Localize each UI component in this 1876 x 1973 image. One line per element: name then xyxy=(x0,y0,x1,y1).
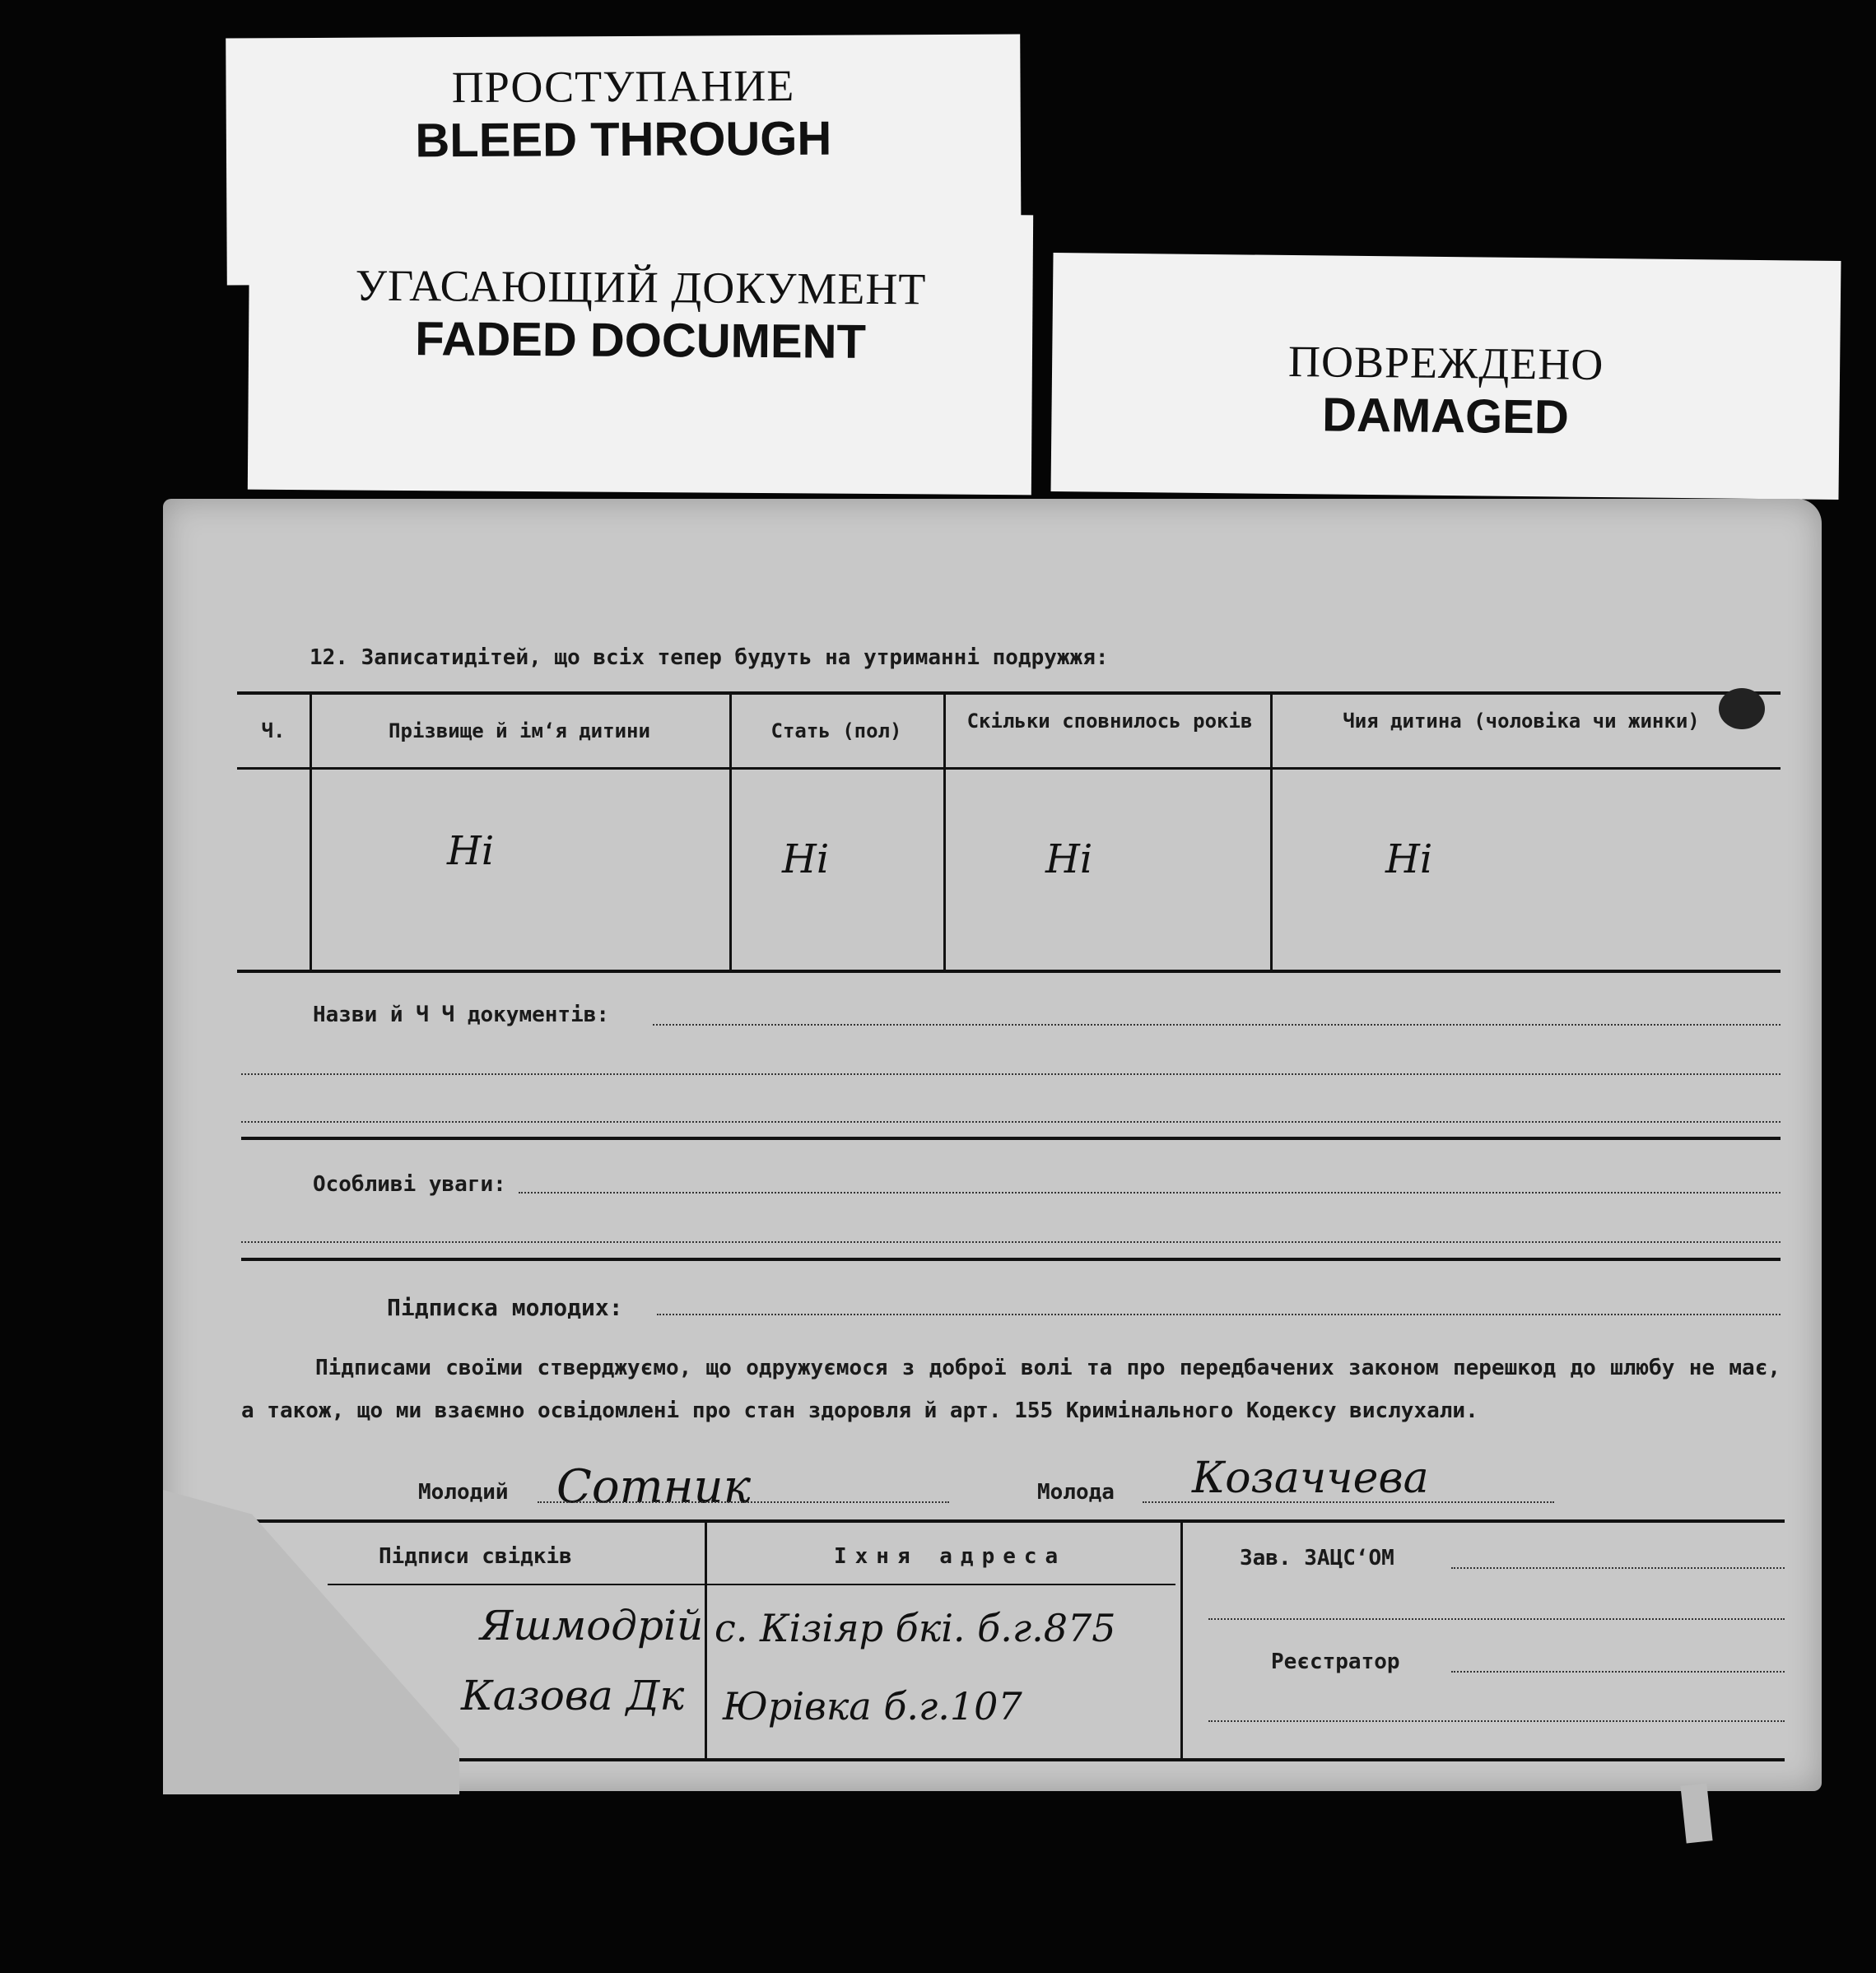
header-child-name: Прізвище й ім‘я дитини xyxy=(389,719,650,742)
table-top-rule xyxy=(237,691,1781,695)
bottom-table-bottom-rule xyxy=(241,1758,1785,1761)
entry-child-name: Ні xyxy=(447,828,495,874)
damaged-en-text: DAMAGED xyxy=(1321,388,1570,444)
address-2: Юрівка б.г.107 xyxy=(723,1684,1022,1729)
faded-document-en-text: FADED DOCUMENT xyxy=(414,312,867,369)
faded-document-label-card xyxy=(248,210,1033,496)
address-1: с. Кізіяр бкі. б.г.875 xyxy=(715,1606,1116,1650)
header-whose-child: Чия дитина (чоловіка чи жинки) xyxy=(1343,710,1700,733)
document-sheet xyxy=(163,499,1822,1791)
signature-heading: Підписка молодих: xyxy=(387,1294,623,1321)
binding-tab xyxy=(1680,1784,1712,1844)
groom-label: Молодий xyxy=(418,1480,509,1505)
section-12-title: 12. Записатидітей, що всіх тепер будуть на утриманні подружжя: xyxy=(310,645,1109,670)
damaged-label-card xyxy=(1051,253,1841,500)
signature-line xyxy=(657,1314,1781,1315)
witnesses-header: Підписи свідків xyxy=(379,1544,572,1569)
bottom-table-top-rule xyxy=(241,1519,1785,1523)
remarks-label: Особливі уваги: xyxy=(313,1172,506,1197)
faded-document-ru-text: УГАСАЮЩИЙ ДОКУМЕНТ xyxy=(355,260,927,314)
address-header: Іхня адреса xyxy=(834,1544,1067,1569)
entry-sex: Ні xyxy=(782,836,830,882)
bride-signature: Козаччева xyxy=(1192,1454,1429,1503)
bride-label: Молода xyxy=(1037,1480,1115,1505)
declaration-text: Підписами своїми стверджуємо, що одружуємося з доброї волі та про передбачених законом перешкод до шлюбу не має, а також, що ми взаємно освідомлені про стан здоровля й арт. 155 Кримінального Кодексу вислухали. xyxy=(241,1356,1781,1423)
head-line xyxy=(1451,1567,1785,1569)
bottom-table-header-rule xyxy=(328,1584,1175,1585)
documents-rule xyxy=(241,1137,1781,1140)
header-sex: Стать (пол) xyxy=(770,719,902,742)
table-col-divider-4 xyxy=(1270,695,1273,970)
damaged-ru-text: ПОВРЕЖДЕНО xyxy=(1287,336,1604,390)
head-label: Зав. ЗАЦС‘ОМ xyxy=(1240,1546,1394,1570)
groom-signature: Сотник xyxy=(556,1460,752,1514)
documents-label: Назви й Ч Ч документів: xyxy=(313,1003,610,1027)
remarks-line-2 xyxy=(241,1241,1781,1243)
bride-line xyxy=(1143,1501,1554,1503)
bottom-table-divider-2 xyxy=(1180,1523,1183,1758)
table-header-rule xyxy=(237,767,1781,770)
ink-stain xyxy=(1719,688,1765,729)
remarks-line-1 xyxy=(519,1192,1781,1194)
documents-line-3 xyxy=(241,1121,1781,1123)
head-line-2 xyxy=(1208,1618,1785,1620)
header-age: Скільки сповнилось років xyxy=(966,710,1253,733)
groom-line xyxy=(538,1501,949,1503)
entry-age: Ні xyxy=(1045,836,1093,882)
witness-2-signature: Казова Дк xyxy=(461,1672,685,1719)
bottom-table-divider-1 xyxy=(705,1523,707,1758)
header-number: Ч. xyxy=(261,719,286,742)
bleed-through-en-text: BLEED THROUGH xyxy=(415,111,832,168)
documents-line-1 xyxy=(653,1024,1781,1026)
registrar-line xyxy=(1451,1671,1785,1673)
table-bottom-rule xyxy=(237,970,1781,973)
entry-whose-child: Ні xyxy=(1385,836,1433,882)
documents-line-2 xyxy=(241,1073,1781,1075)
witness-1-signature: Яшмодрій xyxy=(480,1602,704,1650)
remarks-rule xyxy=(241,1258,1781,1261)
table-col-divider-3 xyxy=(943,695,946,970)
registrar-line-2 xyxy=(1208,1720,1785,1722)
registrar-label: Реєстратор xyxy=(1271,1650,1400,1674)
bleed-through-ru-text: ПРОСТУПАНИЕ xyxy=(451,60,795,113)
